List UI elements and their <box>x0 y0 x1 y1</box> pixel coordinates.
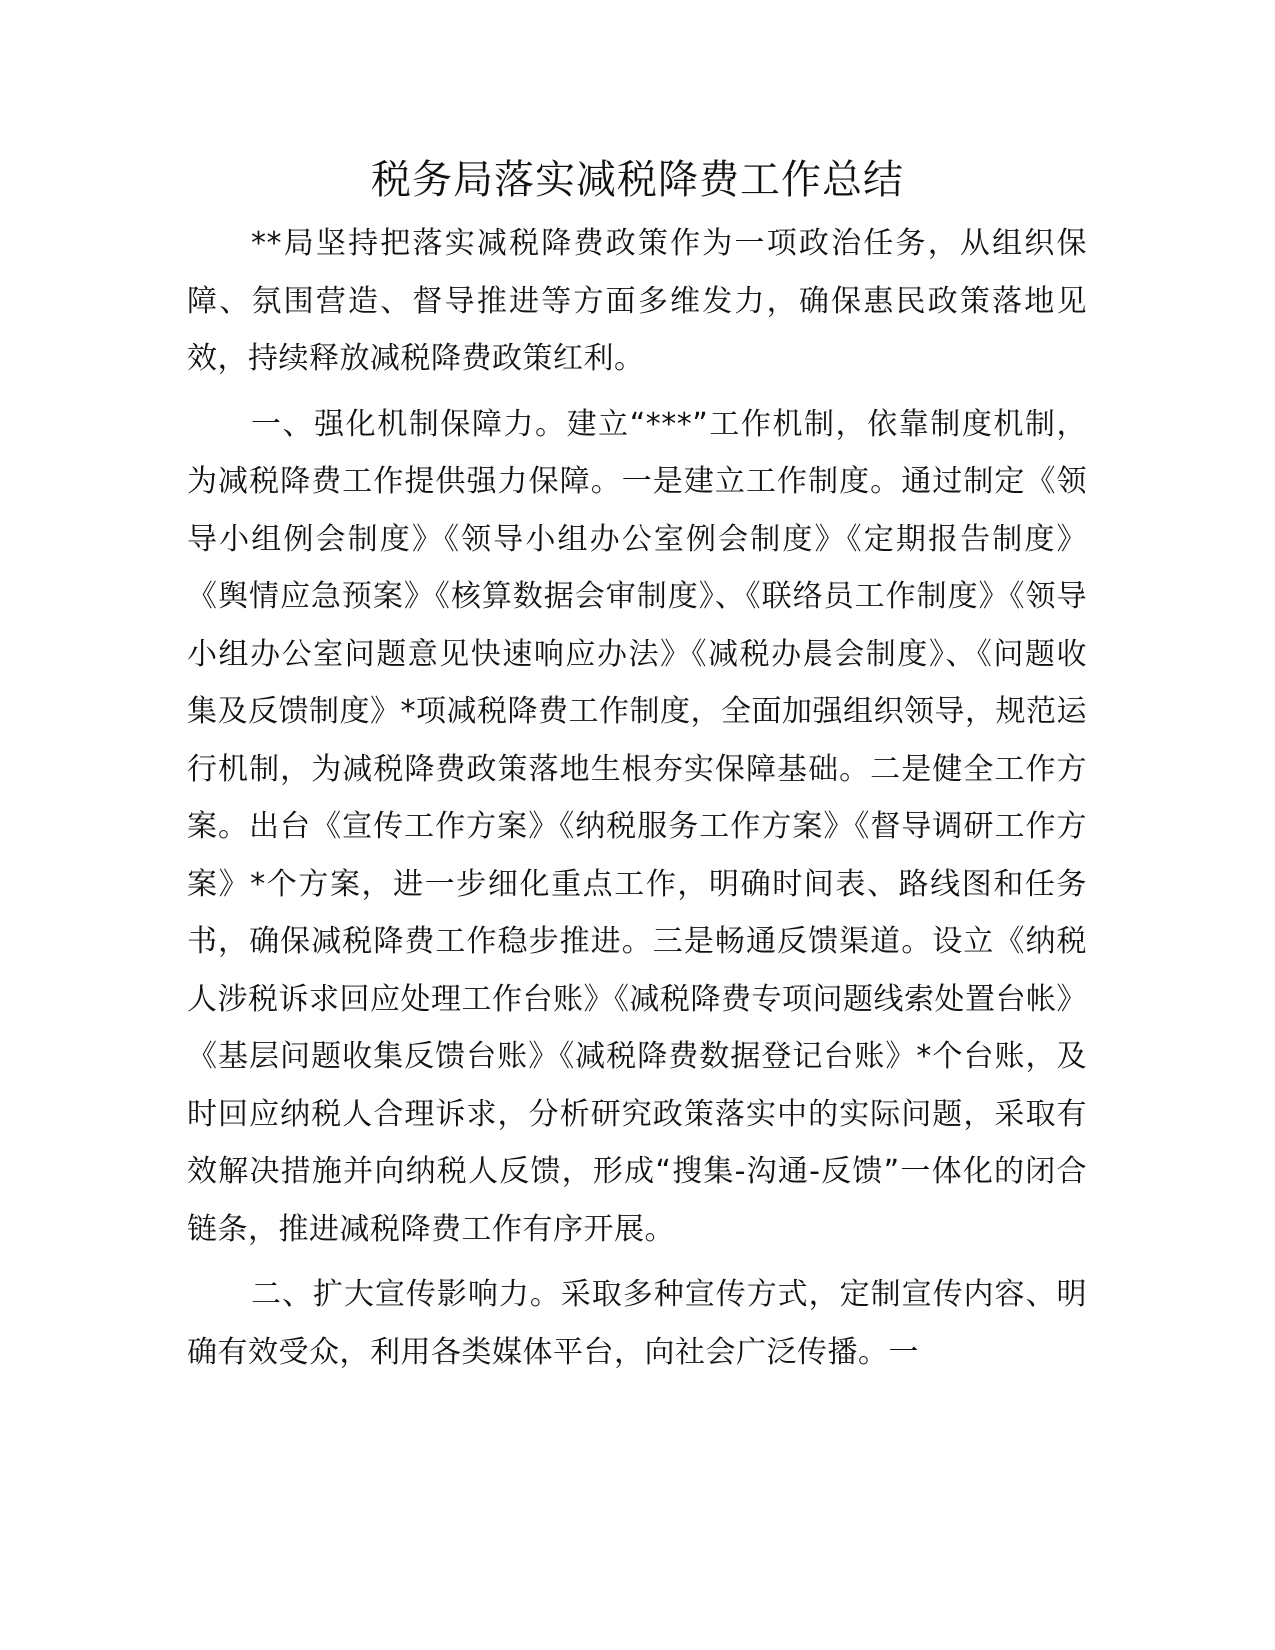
paragraph-intro: **局坚持把落实减税降费政策作为一项政治任务，从组织保障、氛围营造、督导推进等方面多维发力，确保惠民政策落地见效，持续释放减税降费政策红利。 <box>187 226 1087 376</box>
document-body <box>187 215 1087 1389</box>
paragraph-section-one: 一、强化机制保障力。建立“***”工作机制，依靠制度机制，为减税降费工作提供强力保障。一是建立工作制度。通过制定《领导小组例会制度》《领导小组办公室例会制度》《定期报告制度》《舆情应急预案》《核算数据会审制度》、《联络员工作制度》《领导小组办公室问题意见快速响应办法》《减税办晨会制度》、《问题收集及反馈制度》*项减税降费工作制度，全面加强组织领导，规范运行机制，为减税降费政策落地生根夯实保障基础。二是健全工作方案。出台《宣传工作方案》《纳税服务工作方案》《督导调研工作方案》*个方案，进一步细化重点工作，明确时间表、路线图和任务书，确保减税降费工作稳步推进。三是畅通反馈渠道。设立《纳税人涉税诉求回应处理工作台账》《减税降费专项问题线索处置台帐》《基层问题收集反馈台账》《减税降费数据登记台账》*个台账，及时回应纳税人合理诉求，分析研究政策落实中的实际问题，采取有效解决措施并向纳税人反馈，形成“搜集-沟通-反馈”一体化的闭合链条，推进减税降费工作有序开展。 <box>187 406 1087 1247</box>
document-title: 税务局落实减税降费工作总结 <box>371 157 904 203</box>
paragraph-section-two: 二、扩大宣传影响力。采取多种宣传方式，定制宣传内容、明确有效受众，利用各类媒体平台，向社会广泛传播。一 <box>187 1277 1087 1370</box>
